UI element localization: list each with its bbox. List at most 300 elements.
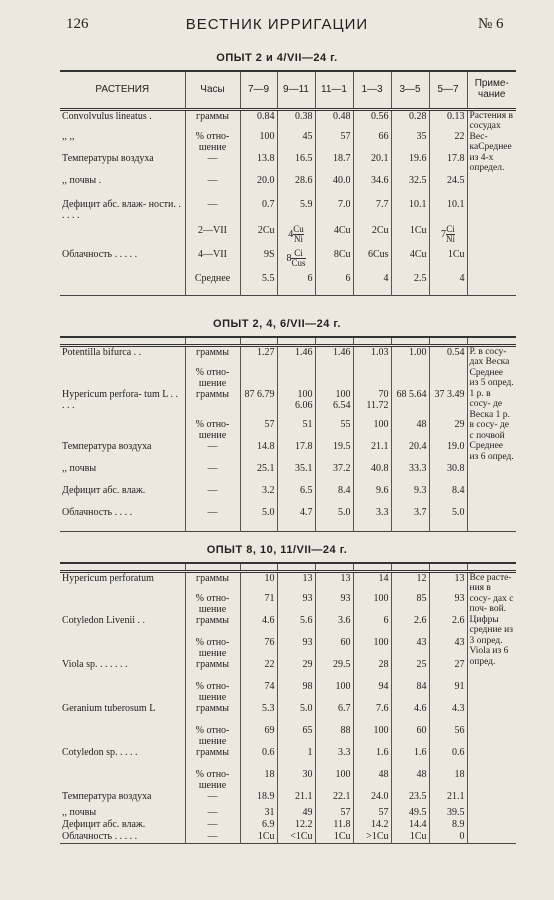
table-row	[60, 389, 516, 419]
value-cell: 1Cu	[429, 249, 467, 273]
row-label: ,, почвы	[62, 807, 97, 818]
value-cell: 14	[353, 571, 391, 593]
fraction-numerator: Ci	[291, 249, 305, 259]
value-cell: 1.6	[353, 747, 391, 769]
value-cell: 29	[277, 659, 315, 681]
value-cell: 5.0	[277, 703, 315, 725]
row-label: Облачность . . . . .	[62, 831, 138, 842]
value-cell: 22	[429, 131, 467, 153]
unit-cell: граммы	[185, 571, 240, 593]
value-cell: 0.28	[391, 109, 429, 131]
value-cell: 40.0	[315, 175, 353, 199]
value-cell: 66	[353, 131, 391, 153]
value-cell: 21.1	[353, 441, 391, 463]
fraction-denominator: Cus	[291, 258, 306, 268]
unit-cell: —	[185, 819, 240, 831]
value-cell: 9.6	[353, 485, 391, 507]
table-row	[60, 725, 516, 747]
value-cell: 8.4	[315, 485, 353, 507]
value-cell: 0.7	[240, 199, 277, 225]
issue-number: № 6	[478, 16, 504, 32]
value-cell: 37 3.49	[429, 389, 467, 419]
row-label: Температуры воздуха	[62, 153, 154, 164]
table-row	[60, 225, 516, 249]
table-row	[60, 659, 516, 681]
value-cell: 20.0	[240, 175, 277, 199]
experiment-3-table	[60, 562, 516, 844]
value-cell: 0.54	[429, 345, 467, 367]
value-cell: 34.6	[353, 175, 391, 199]
value-cell: 4.6	[391, 703, 429, 725]
value-cell: 4.6	[240, 615, 277, 637]
value-cell: 13	[315, 571, 353, 593]
value-cell: 35	[391, 131, 429, 153]
value-cell: >1Cu	[353, 831, 391, 843]
table-row	[60, 703, 516, 725]
value-cell: 100	[315, 681, 353, 703]
value-cell: 22	[240, 659, 277, 681]
value-cell: 28.6	[277, 175, 315, 199]
row-label: Дефицит абс. влаж- ности. . . . . .	[62, 199, 181, 221]
value-cell: 20.4	[391, 441, 429, 463]
row-label	[60, 419, 185, 441]
header-row	[60, 71, 516, 109]
value-cell: 35.1	[277, 463, 315, 485]
value-cell: 1Cu	[240, 831, 277, 843]
value-cell: 5.0	[429, 507, 467, 531]
value-cell: 4	[429, 273, 467, 295]
value-cell: 43	[391, 637, 429, 659]
value-cell: 13	[429, 571, 467, 593]
value-cell: 3.3	[353, 507, 391, 531]
unit-cell: —	[185, 175, 240, 199]
value-cell: 5.3	[240, 703, 277, 725]
value-cell: 100	[353, 593, 391, 615]
value-cell: 25.1	[240, 463, 277, 485]
unit-cell: % отно- шение	[185, 637, 240, 659]
value-cell: 5.6	[277, 615, 315, 637]
table-row	[60, 593, 516, 615]
value-cell: 8Cu	[315, 249, 353, 273]
value-cell: 74	[240, 681, 277, 703]
value-cell: 68 5.64	[391, 389, 429, 419]
value-cell: 0.84	[240, 109, 277, 131]
value-cell: 48	[391, 419, 429, 441]
fraction-numerator: Cu	[293, 225, 304, 234]
value-cell: 1Cu	[391, 225, 429, 249]
col-header: 11—1	[315, 71, 353, 109]
value-cell: 55	[315, 419, 353, 441]
row-label: Температура воздуха	[62, 441, 152, 452]
unit-cell: 4—VII	[185, 249, 240, 273]
value-cell: 17.8	[277, 441, 315, 463]
row-label: Viola sp. . . . . . .	[62, 659, 128, 670]
unit-cell: —	[185, 831, 240, 843]
value-cell: 9S	[240, 249, 277, 273]
value-cell: 5.0	[315, 507, 353, 531]
value-cell: 1.6	[391, 747, 429, 769]
page-number: 126	[66, 16, 89, 32]
value-cell: <1Cu	[277, 831, 315, 843]
row-label	[60, 593, 185, 615]
value-cell: 21.1	[277, 791, 315, 807]
value-cell: 69	[240, 725, 277, 747]
value-cell: 57	[315, 131, 353, 153]
value-cell: 0.48	[315, 109, 353, 131]
value-cell: 100	[240, 131, 277, 153]
value-cell: 48	[353, 769, 391, 791]
col-header: Приме- чание	[467, 71, 516, 109]
table-row	[60, 819, 516, 831]
fraction-numerator: Ci	[446, 225, 455, 234]
value-cell: 14.8	[240, 441, 277, 463]
value-cell: 43	[429, 637, 467, 659]
unit-cell: граммы	[185, 615, 240, 637]
value-cell: 8.9	[429, 819, 467, 831]
unit-cell: —	[185, 153, 240, 175]
unit-cell: —	[185, 441, 240, 463]
value-cell: 70 11.72	[353, 389, 391, 419]
row-label: ,, ,,	[62, 131, 75, 142]
table-row	[60, 199, 516, 225]
unit-cell: граммы	[185, 389, 240, 419]
unit-cell: —	[185, 199, 240, 225]
unit-cell: % отно- шение	[185, 681, 240, 703]
cloud-fraction	[291, 249, 305, 268]
unit-cell: —	[185, 485, 240, 507]
value-cell	[391, 367, 429, 389]
value-cell: 6.7	[315, 703, 353, 725]
value-cell: 48	[391, 769, 429, 791]
value-cell: 8.4	[429, 485, 467, 507]
value-cell: 23.5	[391, 791, 429, 807]
value-cell: 93	[277, 593, 315, 615]
table-row	[60, 831, 516, 843]
value-cell: 4.3	[429, 703, 467, 725]
value-cell: 18.9	[240, 791, 277, 807]
value-cell: 91	[429, 681, 467, 703]
value-cell: 18.7	[315, 153, 353, 175]
col-header: 5—7	[429, 71, 467, 109]
row-label: Hypericum perforatum	[62, 572, 154, 584]
col-header: 9—11	[277, 71, 315, 109]
experiment-3-title: ОПЫТ 8, 10, 11/VII—24 г.	[206, 544, 348, 556]
value-cell: 4Cu	[315, 225, 353, 249]
value-cell: 2.6	[391, 615, 429, 637]
fraction-prefix: 7	[441, 228, 446, 240]
table-row	[60, 131, 516, 153]
value-cell: 3.6	[315, 615, 353, 637]
value-cell: 16.5	[277, 153, 315, 175]
value-cell: 1.00	[391, 345, 429, 367]
value-cell: 65	[277, 725, 315, 747]
row-label: ,, почвы .	[62, 175, 102, 186]
value-cell: 12.2	[277, 819, 315, 831]
value-cell: 60	[391, 725, 429, 747]
value-cell: 39.5	[429, 807, 467, 819]
value-cell: 11.8	[315, 819, 353, 831]
value-cell: 7.0	[315, 199, 353, 225]
value-cell: 7.6	[353, 703, 391, 725]
value-cell: 5.5	[240, 273, 277, 295]
table-row	[60, 345, 516, 367]
value-cell: 100	[315, 769, 353, 791]
value-cell: 3.7	[391, 507, 429, 531]
row-label: Облачность . . . .	[62, 507, 133, 518]
row-label: Облачность . . . . .	[62, 249, 138, 260]
unit-cell: % отно- шение	[185, 593, 240, 615]
value-cell: 12	[391, 571, 429, 593]
value-cell: 31	[240, 807, 277, 819]
value-cell: 29	[429, 419, 467, 441]
row-label: Potentilla bifurca . .	[62, 346, 142, 358]
value-cell: 57	[315, 807, 353, 819]
value-cell	[277, 225, 315, 249]
value-cell: 94	[353, 681, 391, 703]
value-cell: 2Cu	[353, 225, 391, 249]
table-row	[60, 637, 516, 659]
value-cell: 56	[429, 725, 467, 747]
value-cell: 88	[315, 725, 353, 747]
value-cell: 6.5	[277, 485, 315, 507]
table-row	[60, 769, 516, 791]
value-cell: 93	[315, 593, 353, 615]
value-cell: 21.1	[429, 791, 467, 807]
table-row	[60, 175, 516, 199]
row-label: Температура воздуха	[62, 791, 152, 802]
running-header	[0, 16, 554, 38]
value-cell: 1.46	[277, 345, 315, 367]
value-cell: 24.5	[429, 175, 467, 199]
note-cell: Растения в сосудах Вес- каСреднее из 4-х определ.	[467, 109, 516, 295]
value-cell: 6	[315, 273, 353, 295]
value-cell: 0	[429, 831, 467, 843]
value-cell: 57	[240, 419, 277, 441]
value-cell: 84	[391, 681, 429, 703]
value-cell: 2.5	[391, 273, 429, 295]
experiment-1-table	[60, 70, 516, 296]
value-cell	[240, 367, 277, 389]
table-row	[60, 681, 516, 703]
row-label	[60, 367, 185, 389]
table-row	[60, 571, 516, 593]
col-header: Часы	[185, 71, 240, 109]
value-cell: 1.27	[240, 345, 277, 367]
value-cell: 87 6.79	[240, 389, 277, 419]
value-cell: 76	[240, 637, 277, 659]
value-cell: 29.5	[315, 659, 353, 681]
table-row	[60, 419, 516, 441]
row-label	[60, 273, 185, 295]
table-row	[60, 485, 516, 507]
value-cell: 57	[353, 807, 391, 819]
value-cell: 14.2	[353, 819, 391, 831]
unit-cell: —	[185, 507, 240, 531]
experiment-2-title: ОПЫТ 2, 4, 6/VII—24 г.	[213, 318, 341, 330]
value-cell: 19.5	[315, 441, 353, 463]
value-cell: 20.1	[353, 153, 391, 175]
value-cell: 4Cu	[391, 249, 429, 273]
value-cell: 2.6	[429, 615, 467, 637]
row-label: ,, почвы	[62, 463, 97, 474]
value-cell: 0.13	[429, 109, 467, 131]
note-cell: Все расте- ния в сосу- дах с поч- вой. Цифры средние из 3 опред. Viola из 6 опред.	[467, 571, 516, 843]
value-cell: 4	[353, 273, 391, 295]
row-label	[60, 725, 185, 747]
value-cell: 32.5	[391, 175, 429, 199]
note-cell: Р. в сосу- дах Веска Среднее из 5 опред. 1 р. в сосу- де Веска 1 р. в сосу- де с почвой Среднее из 6 опред.	[467, 345, 516, 531]
value-cell: 100 6.54	[315, 389, 353, 419]
row-label: Hypericum perfora- tum L . . . . .	[62, 389, 178, 411]
unit-cell: % отно- шение	[185, 419, 240, 441]
unit-cell: % отно- шение	[185, 131, 240, 153]
value-cell: 0.56	[353, 109, 391, 131]
value-cell: 25	[391, 659, 429, 681]
value-cell: 30	[277, 769, 315, 791]
row-label: Convolvulus lineatus .	[62, 110, 152, 122]
row-label	[60, 681, 185, 703]
col-header: 3—5	[391, 71, 429, 109]
col-header: РАСТЕНИЯ	[95, 84, 150, 96]
table-row	[60, 807, 516, 819]
value-cell: 98	[277, 681, 315, 703]
row-label: Cotyledon sp. . . . .	[62, 747, 138, 758]
value-cell: 10.1	[429, 199, 467, 225]
table-row	[60, 153, 516, 175]
row-label: Дефицит абс. влаж.	[62, 819, 146, 830]
table-row	[60, 615, 516, 637]
value-cell: 100	[353, 637, 391, 659]
value-cell: 3.2	[240, 485, 277, 507]
value-cell	[429, 225, 467, 249]
value-cell: 18	[240, 769, 277, 791]
unit-cell: —	[185, 807, 240, 819]
value-cell: 100 6.06	[277, 389, 315, 419]
table-row	[60, 441, 516, 463]
value-cell: 0.6	[240, 747, 277, 769]
value-cell: 0.6	[429, 747, 467, 769]
unit-cell: Среднее	[185, 273, 240, 295]
value-cell: 13	[277, 571, 315, 593]
value-cell: 40.8	[353, 463, 391, 485]
fraction-prefix: 8	[286, 252, 292, 264]
value-cell: 51	[277, 419, 315, 441]
row-label: Cotyledon Livenii . .	[62, 615, 146, 626]
value-cell: 7.7	[353, 199, 391, 225]
unit-cell: —	[185, 791, 240, 807]
value-cell: 4.7	[277, 507, 315, 531]
journal-title: ВЕСТНИК ИРРИГАЦИИ	[185, 16, 369, 33]
value-cell: 18	[429, 769, 467, 791]
value-cell: 19.0	[429, 441, 467, 463]
value-cell: 19.6	[391, 153, 429, 175]
row-label: Дефицит абс. влаж.	[62, 485, 146, 496]
value-cell: 2Cu	[240, 225, 277, 249]
unit-cell: —	[185, 463, 240, 485]
fraction-prefix: 4	[288, 228, 294, 240]
unit-cell: граммы	[185, 345, 240, 367]
value-cell: 0.38	[277, 109, 315, 131]
value-cell: 100	[353, 419, 391, 441]
value-cell: 1Cu	[315, 831, 353, 843]
value-cell: 1.46	[315, 345, 353, 367]
unit-cell: % отно- шение	[185, 367, 240, 389]
value-cell: 5.9	[277, 199, 315, 225]
row-label	[60, 769, 185, 791]
col-header: 1—3	[353, 71, 391, 109]
value-cell	[277, 367, 315, 389]
value-cell: 9.3	[391, 485, 429, 507]
unit-cell: % отно- шение	[185, 769, 240, 791]
value-cell: 49	[277, 807, 315, 819]
value-cell: 10.1	[391, 199, 429, 225]
value-cell: 27	[429, 659, 467, 681]
value-cell: 93	[277, 637, 315, 659]
value-cell: 45	[277, 131, 315, 153]
value-cell: 93	[429, 593, 467, 615]
fraction-denominator: Ni	[293, 234, 303, 244]
value-cell: 1	[277, 747, 315, 769]
value-cell: 28	[353, 659, 391, 681]
value-cell: 85	[391, 593, 429, 615]
value-cell: 6	[277, 273, 315, 295]
table-row	[60, 463, 516, 485]
unit-cell: 2—VII	[185, 225, 240, 249]
value-cell: 22.1	[315, 791, 353, 807]
value-cell: 3.3	[315, 747, 353, 769]
row-label: Geranium tuberosum L	[62, 703, 156, 714]
experiment-1-title: ОПЫТ 2 и 4/VII—24 г.	[216, 52, 338, 64]
value-cell: 1.03	[353, 345, 391, 367]
experiment-2-table	[60, 336, 516, 532]
unit-cell: % отно- шение	[185, 725, 240, 747]
cloud-fraction	[293, 225, 304, 244]
value-cell: 60	[315, 637, 353, 659]
fraction-denominator: Ni	[446, 234, 455, 244]
table-row	[60, 249, 516, 273]
value-cell: 71	[240, 593, 277, 615]
table-row	[60, 507, 516, 531]
value-cell	[353, 367, 391, 389]
table-row	[60, 791, 516, 807]
value-cell: 24.0	[353, 791, 391, 807]
value-cell: 6Cus	[353, 249, 391, 273]
value-cell: 14.4	[391, 819, 429, 831]
value-cell	[429, 367, 467, 389]
value-cell: 37.2	[315, 463, 353, 485]
value-cell: 17.8	[429, 153, 467, 175]
table-row	[60, 109, 516, 131]
row-label	[60, 225, 185, 249]
value-cell: 10	[240, 571, 277, 593]
value-cell: 33.3	[391, 463, 429, 485]
table-row	[60, 747, 516, 769]
value-cell: 6	[353, 615, 391, 637]
value-cell: 100	[353, 725, 391, 747]
unit-cell: граммы	[185, 747, 240, 769]
value-cell	[315, 367, 353, 389]
unit-cell: граммы	[185, 109, 240, 131]
unit-cell: граммы	[185, 703, 240, 725]
table-row	[60, 367, 516, 389]
table-row	[60, 273, 516, 295]
value-cell	[277, 249, 315, 273]
value-cell: 13.8	[240, 153, 277, 175]
cloud-fraction	[446, 225, 455, 244]
value-cell: 1Cu	[391, 831, 429, 843]
value-cell: 5.0	[240, 507, 277, 531]
value-cell: 49.5	[391, 807, 429, 819]
